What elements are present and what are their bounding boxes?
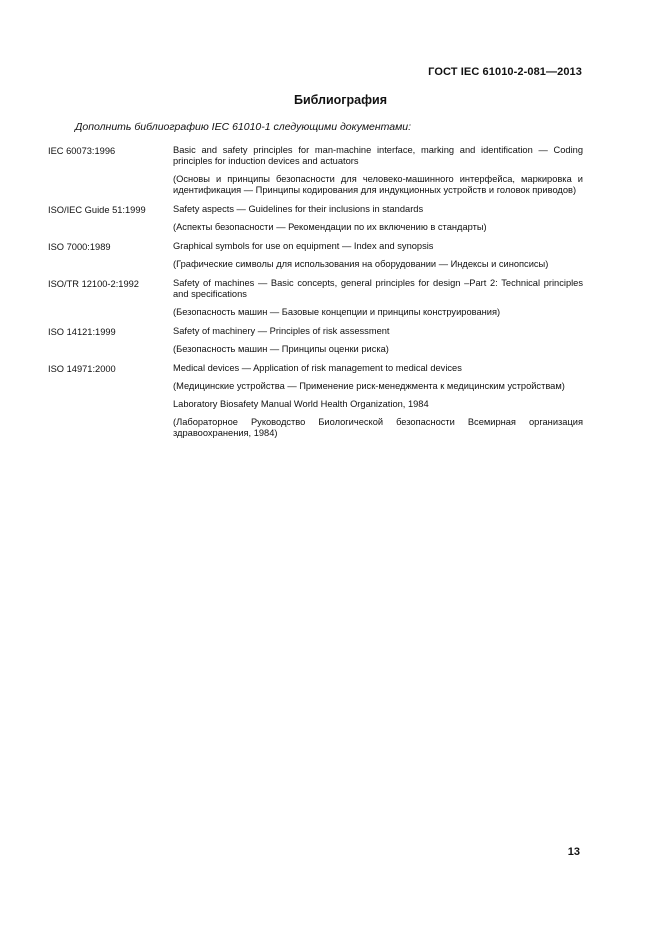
entry-description <box>173 363 583 447</box>
russian-title: (Лабораторное Руководство Биологической безопасности Всемирная организация здравоохранения, 1984) <box>173 417 583 438</box>
english-title: Basic and safety principles for man-machine interface, marking and identification — Coding principles for induction devices and actuators <box>173 145 583 166</box>
standard-code: ISO/IEC Guide 51:1999 <box>48 205 146 215</box>
standard-code: ISO/TR 12100-2:1992 <box>48 279 139 289</box>
standard-code: ISO 14971:2000 <box>48 364 116 374</box>
standard-code: IEC 60073:1996 <box>48 146 116 156</box>
english-title: Safety of machines — Basic concepts, general principles for design –Part 2: Technical principles and specifications <box>173 278 583 299</box>
bibliography-entry <box>48 326 583 363</box>
standard-code: ISO 14121:1999 <box>48 327 116 337</box>
entry-description <box>173 145 583 204</box>
bibliography-entry <box>48 363 583 447</box>
russian-title: (Безопасность машин — Базовые концепции и принципы конструирования) <box>173 307 501 317</box>
bibliography-list <box>48 145 583 447</box>
russian-title: (Графические символы для использования на оборудовании — Индексы и синопсисы) <box>173 259 549 269</box>
english-title: Laboratory Biosafety Manual World Health Organization, 1984 <box>173 399 429 409</box>
page-number: 13 <box>567 846 580 858</box>
russian-title: (Основы и принципы безопасности для человеко-машинного интерфейса, маркировка и идентификация — Принципы кодирования для индукционных устройств и головок приводов) <box>173 174 583 195</box>
bibliography-entry <box>48 241 583 278</box>
russian-title: (Аспекты безопасности — Рекомендации по их включению в стандарты) <box>173 222 487 232</box>
russian-title: (Медицинские устройства — Применение риск-менеджмента к медицинским устройствам) <box>173 381 565 391</box>
english-title: Safety of machinery — Principles of risk assessment <box>173 326 390 336</box>
entry-description <box>173 326 583 363</box>
bibliography-title: Библиография <box>293 93 388 107</box>
english-title: Safety aspects — Guidelines for their inclusions in standards <box>173 204 424 214</box>
document-code-header: ГОСТ IEC 61010-2-081—2013 <box>428 66 582 78</box>
standard-code: ISO 7000:1989 <box>48 242 111 252</box>
entry-description <box>173 241 583 278</box>
russian-title: (Безопасность машин — Принципы оценки риска) <box>173 344 389 354</box>
bibliography-entry <box>48 204 583 241</box>
english-title: Graphical symbols for use on equipment — Index and synopsis <box>173 241 434 251</box>
bibliography-entry <box>48 278 583 326</box>
bibliography-intro: Дополнить библиографию IEC 61010-1 следующими документами: <box>75 121 412 133</box>
entry-description <box>173 278 583 326</box>
english-title: Medical devices — Application of risk management to medical devices <box>173 363 462 373</box>
bibliography-entry <box>48 145 583 204</box>
entry-description <box>173 204 583 241</box>
